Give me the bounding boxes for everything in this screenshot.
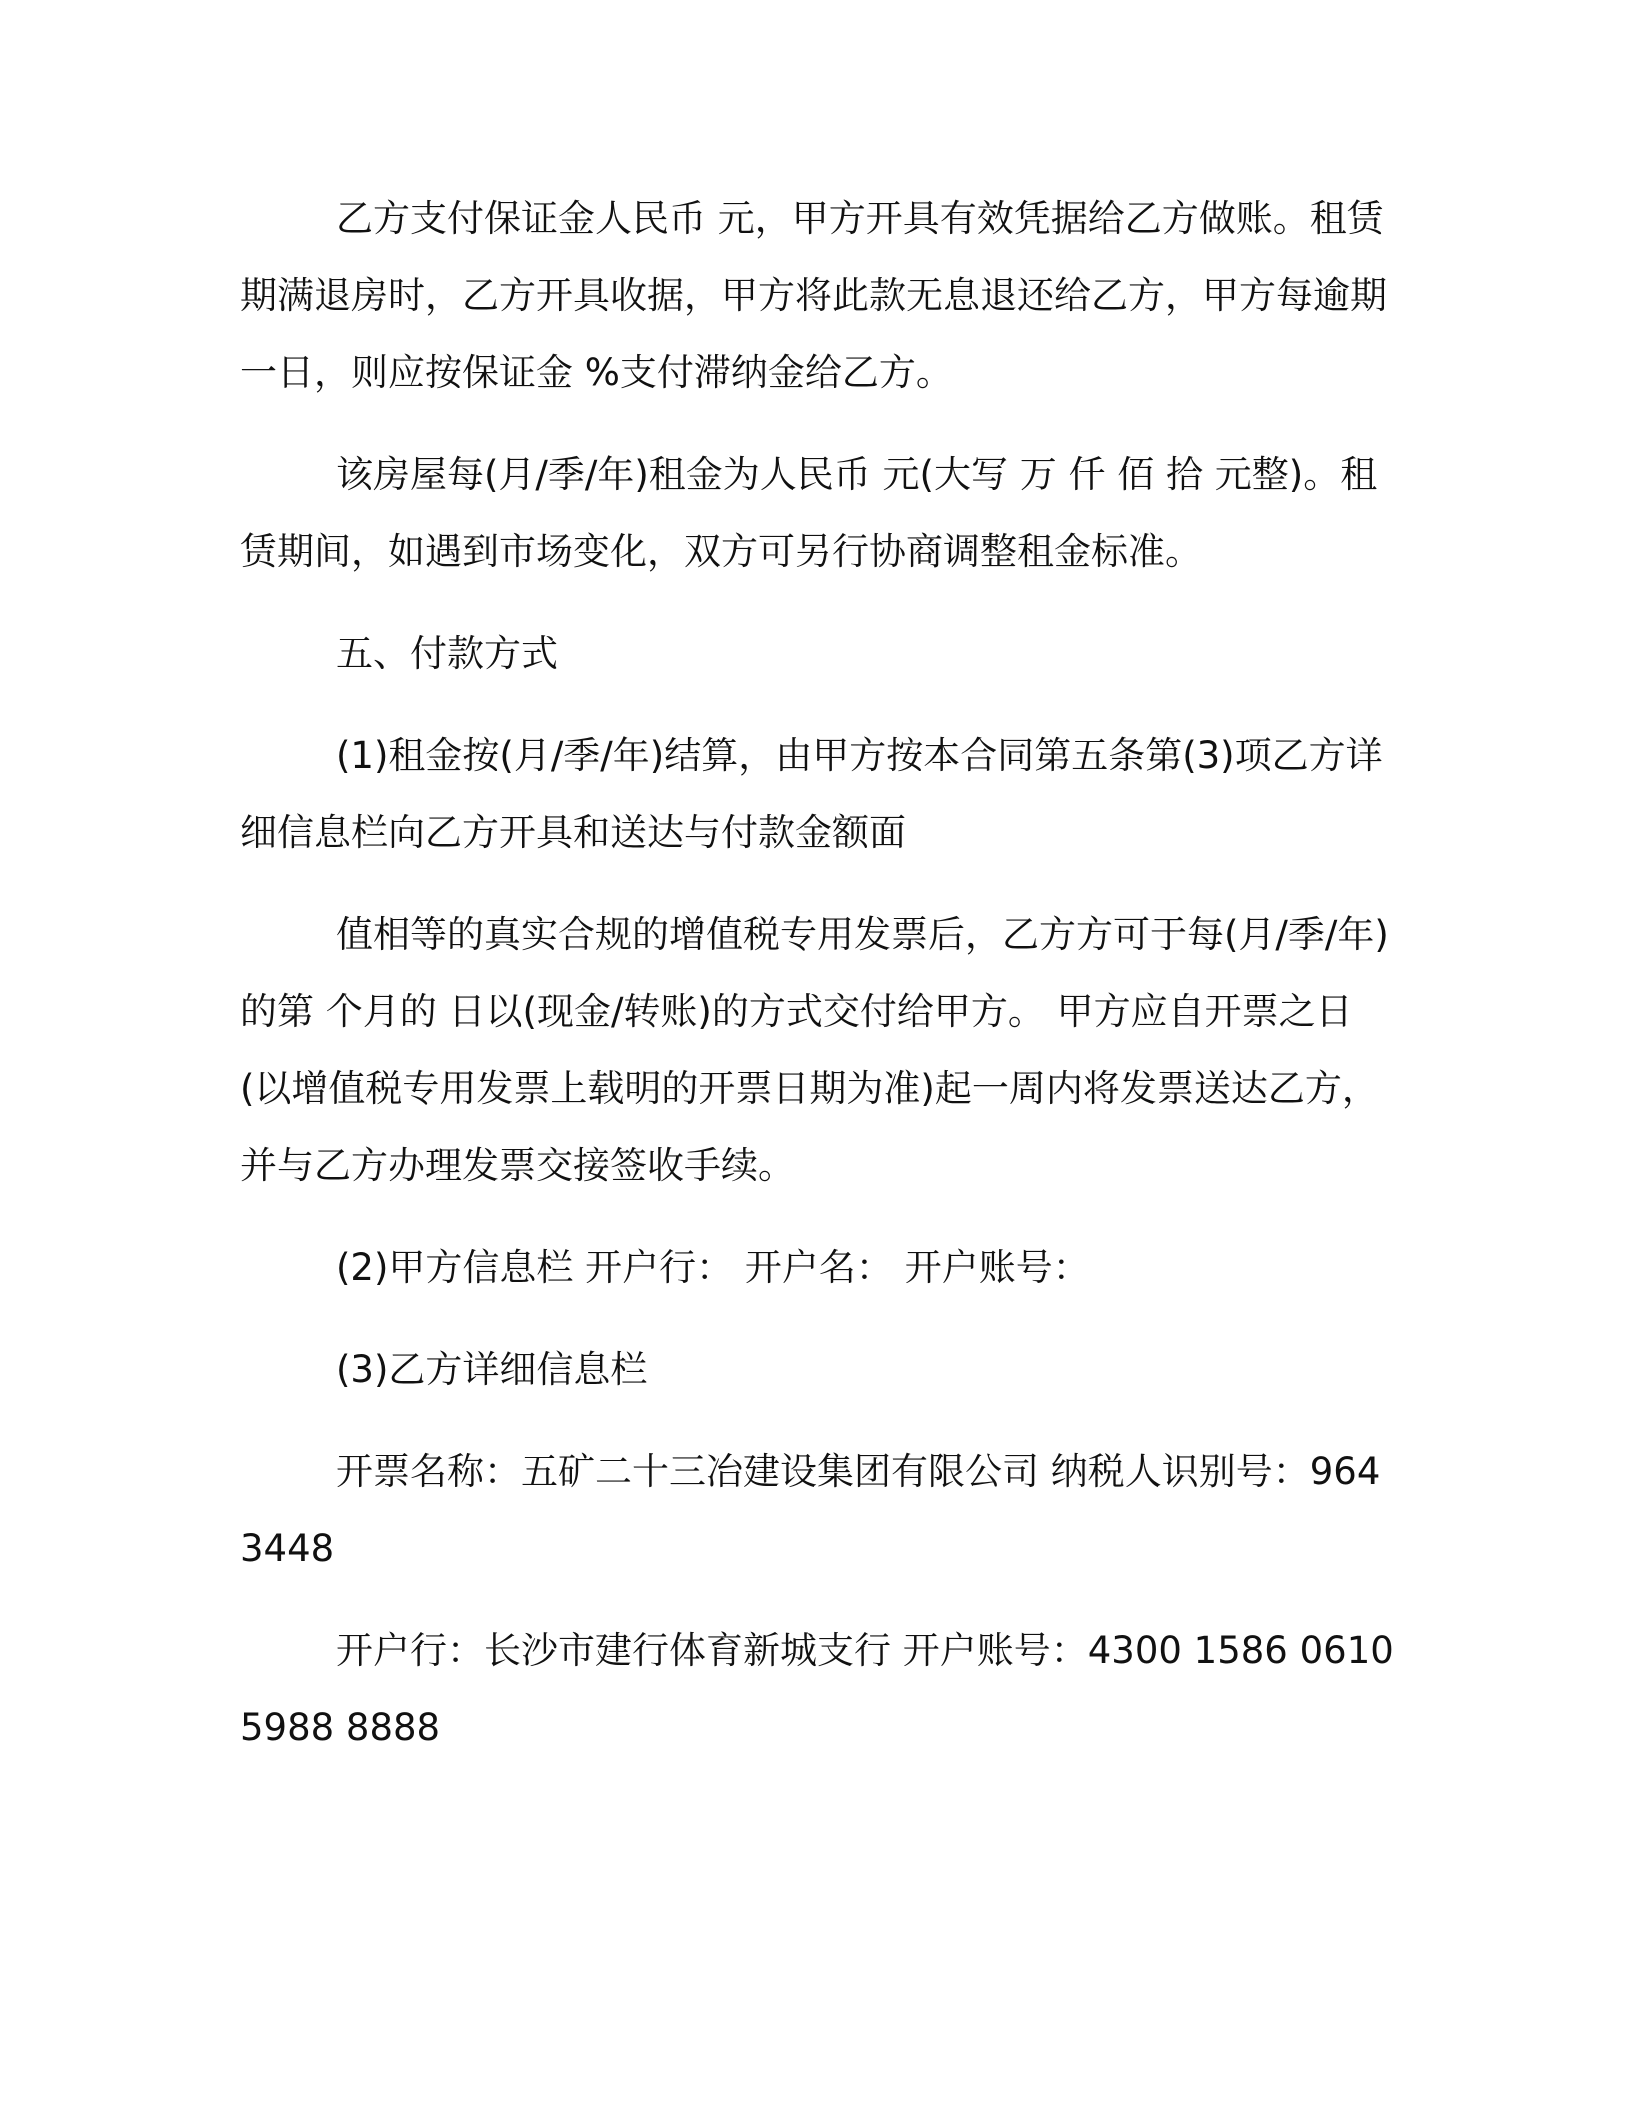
document-body: [240, 180, 1406, 1791]
paragraph-rent-amount: 该房屋每(月/季/年)租金为人民币 元(大写 万 仟 佰 拾 元整)。租赁期间，如遇到市场变化，双方可另行协商调整租金标准。: [240, 453, 1378, 573]
paragraph-invoice-name: 开票名称：五矿二十三冶建设集团有限公司 纳税人识别号：9643448: [240, 1450, 1381, 1570]
paragraph-invoice-terms: 值相等的真实合规的增值税专用发票后，乙方方可于每(月/季/年)的第 个月的 日以(现金/转账)的方式交付给甲方。 甲方应自开票之日(以增值税专用发票上载明的开票日期为准)起一周内将发票送达乙方，并与乙方办理发票交接签收手续。: [240, 913, 1389, 1187]
paragraph-bank-account: 开户行：长沙市建行体育新城支行 开户账号：4300 1586 0610 5988 8888: [240, 1629, 1406, 1749]
paragraph-deposit: 乙方支付保证金人民币 元，甲方开具有效凭据给乙方做账。租赁期满退房时，乙方开具收据，甲方将此款无息退还给乙方，甲方每逾期一日，则应按保证金 %支付滞纳金给乙方。: [240, 197, 1387, 394]
paragraph-payment-clause-1: (1)租金按(月/季/年)结算，由甲方按本合同第五条第(3)项乙方详细信息栏向乙方开具和送达与付款金额面: [240, 734, 1383, 854]
section-heading-payment-method: 五、付款方式: [336, 632, 558, 675]
paragraph-party-a-info: (2)甲方信息栏 开户行： 开户名： 开户账号：: [336, 1246, 1090, 1289]
paragraph-party-b-info-heading: (3)乙方详细信息栏: [336, 1348, 648, 1391]
